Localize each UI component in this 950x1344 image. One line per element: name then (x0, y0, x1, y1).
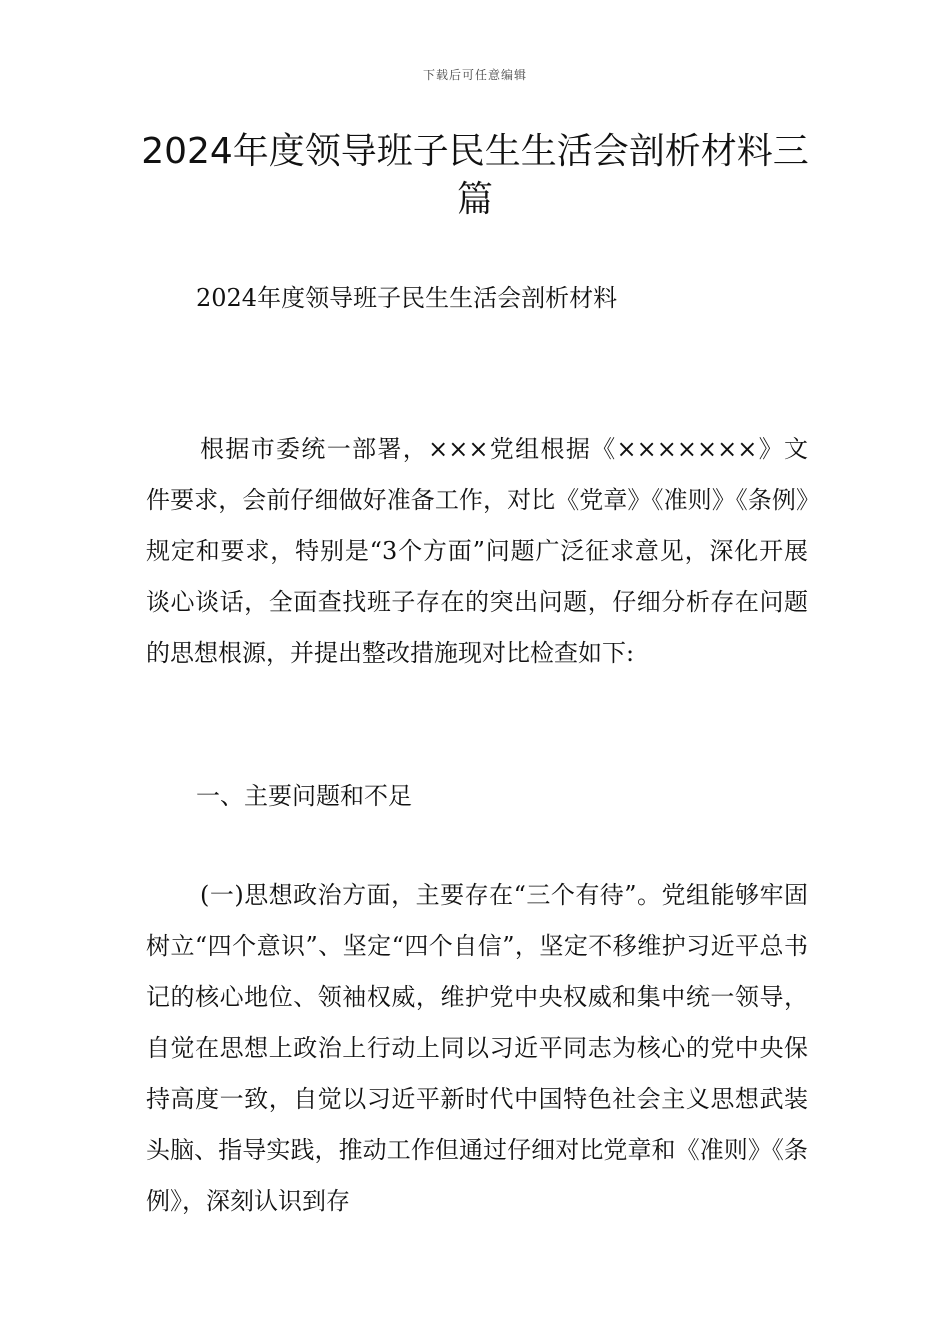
section-heading: 一、主要问题和不足 (196, 782, 412, 810)
body-paragraph: (一)思想政治方面，主要存在“三个有待”。党组能够牢固树立“四个意识”、坚定“四个自信”，坚定不移维护习近平总书记的核心地位、领袖权威，维护党中央权威和集中统一领导，自觉在思想上政治上行动上同以习近平同志为核心的党中央保持高度一致，自觉以习近平新时代中国特色社会主义思想武装头脑、指导实践，推动工作但通过仔细对比党章和《准则》《条例》，深刻认识到存 (146, 881, 808, 1215)
document-title: 2024年度领导班子民生生活会剖析材料三篇 (141, 131, 809, 220)
intro-paragraph: 根据市委统一部署，×××党组根据《×××××××》文件要求，会前仔细做好准备工作，对比《党章》《准则》《条例》规定和要求，特别是“3个方面”问题广泛征求意见，深化开展谈心谈话，全面查找班子存在的突出问题，仔细分析存在问题的思想根源，并提出整改措施现对比检查如下: (146, 435, 808, 667)
document-subtitle: 2024年度领导班子民生生活会剖析材料 (196, 284, 618, 312)
header-note: 下载后可任意编辑 (422, 68, 527, 82)
